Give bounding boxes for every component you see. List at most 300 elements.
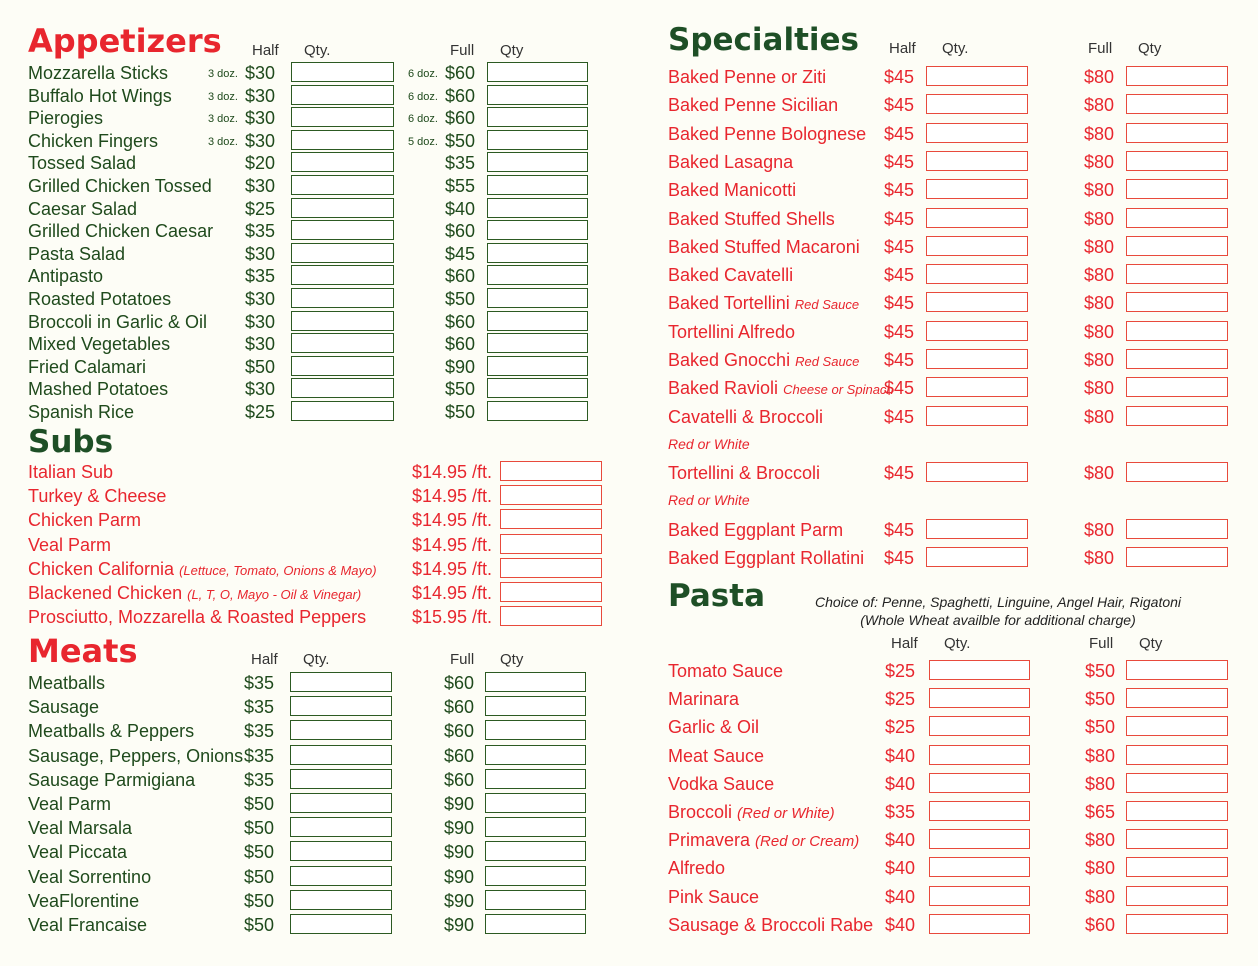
full-price: $60 <box>445 221 476 242</box>
item-name: Roasted Potatoes <box>28 289 172 309</box>
pasta-qty2-header: Qty <box>1139 635 1163 652</box>
item-name <box>668 152 793 173</box>
half-price: $30 <box>245 379 276 400</box>
half-qty-box[interactable] <box>929 660 1030 680</box>
item-name <box>28 510 141 531</box>
half-qty-box[interactable] <box>291 130 394 150</box>
meats-qty2-header: Qty <box>500 651 524 668</box>
half-qty-box[interactable] <box>290 793 392 813</box>
item-note: (L, T, O, Mayo - Oil & Vinegar) <box>187 587 362 602</box>
half-qty-box[interactable] <box>929 829 1030 849</box>
item-note: (Red or White) <box>737 805 835 822</box>
item-name: Veal Piccata <box>28 842 128 863</box>
half-qty-box[interactable] <box>926 462 1028 482</box>
item-name <box>668 746 764 767</box>
item-name <box>668 237 860 258</box>
menu-row <box>668 151 1248 175</box>
half-qty-box[interactable] <box>926 94 1028 114</box>
full-qty-box[interactable] <box>1126 264 1228 284</box>
item-name-text: Tortellini & Broccoli <box>668 463 821 484</box>
half-price: $50 <box>244 842 275 863</box>
item-name <box>668 661 783 682</box>
meats-full-header: Full <box>450 651 475 668</box>
half-price: $45 <box>884 67 915 87</box>
menu-row <box>28 672 608 696</box>
item-name: Tossed Salad <box>28 153 137 174</box>
menu-row <box>668 547 1248 571</box>
full-qty-box[interactable] <box>487 130 588 150</box>
menu-row <box>668 321 1248 345</box>
sub-price: $15.95 /ft. <box>412 607 493 628</box>
meats-half-header: Half <box>251 651 278 668</box>
menu-row <box>28 606 608 630</box>
item-subnote: Red or White <box>668 492 750 509</box>
half-qty-box[interactable] <box>926 349 1028 369</box>
half-qty-box[interactable] <box>290 817 392 837</box>
full-price: $55 <box>445 176 476 196</box>
half-qty-box[interactable] <box>926 179 1028 199</box>
menu-row <box>668 688 1248 712</box>
item-name <box>28 486 166 507</box>
item-name: Spanish Rice <box>28 402 135 422</box>
item-name-text: Baked Eggplant Rollatini <box>668 548 865 569</box>
full-qty-box[interactable] <box>487 333 588 353</box>
half-qty-box[interactable] <box>926 406 1028 426</box>
full-price: $80 <box>1084 180 1115 201</box>
full-qty-box[interactable] <box>485 793 586 813</box>
full-qty-box[interactable] <box>1126 94 1228 114</box>
half-qty-box[interactable] <box>929 914 1030 934</box>
full-price: $50 <box>1085 689 1116 710</box>
menu-row <box>28 485 608 509</box>
full-qty-box[interactable] <box>1126 716 1228 736</box>
menu-row <box>28 130 608 154</box>
item-name-text: Baked Penne Bolognese <box>668 123 867 144</box>
full-qty-box[interactable] <box>485 672 586 692</box>
item-name <box>668 915 873 936</box>
full-price: $60 <box>445 85 476 106</box>
menu-row <box>28 890 608 914</box>
menu-row <box>28 534 608 558</box>
meats-title: Meats <box>28 632 138 670</box>
appetizers-title: Appetizers <box>28 22 222 60</box>
menu-row <box>668 208 1248 232</box>
item-name-text: Baked Cavatelli <box>668 265 794 286</box>
half-qty-box[interactable] <box>929 716 1030 736</box>
half-qty-box[interactable] <box>290 914 392 934</box>
half-qty-box[interactable] <box>291 62 394 82</box>
full-qty-box[interactable] <box>1126 66 1228 86</box>
half-qty-box[interactable] <box>929 801 1030 821</box>
item-name <box>668 774 774 795</box>
full-qty-box[interactable] <box>1126 123 1228 143</box>
menu-row <box>28 793 608 817</box>
half-qty-box[interactable] <box>290 890 392 910</box>
qty-box[interactable] <box>500 558 602 578</box>
full-qty-box[interactable] <box>1126 151 1228 171</box>
half-qty-box[interactable] <box>290 841 392 861</box>
item-name <box>668 407 823 428</box>
item-name-text: Baked Eggplant Parm <box>668 519 844 540</box>
menu-row <box>668 292 1248 316</box>
sub-price: $14.95 /ft. <box>412 583 493 603</box>
item-name <box>668 520 843 541</box>
half-qty-box[interactable] <box>926 151 1028 171</box>
full-qty-box[interactable] <box>487 401 588 421</box>
menu-row <box>668 406 1248 430</box>
item-note: (Red or Cream) <box>755 833 860 851</box>
item-name-text: Meat Sauce <box>668 745 765 766</box>
full-qty-box[interactable] <box>487 311 588 331</box>
half-price: $50 <box>244 890 275 911</box>
full-qty-box[interactable] <box>485 720 586 740</box>
half-price: $25 <box>245 198 276 219</box>
menu-row <box>668 123 1248 147</box>
item-name <box>668 548 864 569</box>
menu-row <box>668 773 1248 797</box>
full-price: $80 <box>1084 95 1115 116</box>
item-name: Grilled Chicken Caesar <box>28 221 214 242</box>
item-name <box>668 265 793 286</box>
item-note: (Lettuce, Tomato, Onions & Mayo) <box>179 562 377 578</box>
menu-row <box>28 461 608 485</box>
full-qty-box[interactable] <box>487 85 588 105</box>
full-qty-box[interactable] <box>1126 462 1228 482</box>
half-price: $45 <box>884 321 915 342</box>
half-qty-box[interactable] <box>926 321 1028 341</box>
full-price: $80 <box>1085 773 1116 794</box>
half-qty-box[interactable] <box>290 720 392 740</box>
menu-row <box>28 817 608 841</box>
item-name: Meatballs & Peppers <box>28 721 195 742</box>
full-qty-box[interactable] <box>487 220 588 240</box>
half-price: $40 <box>885 745 916 766</box>
item-name-text: Baked Penne Sicilian <box>668 95 839 116</box>
half-quantity: 3 doz. <box>208 113 238 126</box>
full-qty-box[interactable] <box>1126 829 1228 849</box>
full-qty-box[interactable] <box>485 890 586 910</box>
full-price: $60 <box>445 108 476 129</box>
half-price: $45 <box>884 95 915 116</box>
sub-note-row <box>668 490 1248 514</box>
item-name-text: Baked Tortellini <box>668 293 790 314</box>
half-price: $45 <box>884 236 915 257</box>
half-price: $45 <box>884 519 915 540</box>
half-qty-box[interactable] <box>291 401 394 421</box>
item-name-text: Baked Stuffed Macaroni <box>668 236 860 257</box>
half-qty-box[interactable] <box>926 377 1028 397</box>
menu-row <box>668 462 1248 486</box>
item-name <box>668 180 796 201</box>
item-name <box>28 607 366 628</box>
half-qty-box[interactable] <box>291 107 394 127</box>
full-qty-box[interactable] <box>1126 547 1228 567</box>
menu-row <box>28 401 608 425</box>
full-price: $80 <box>1084 463 1115 484</box>
full-qty-box[interactable] <box>485 841 586 861</box>
menu-row <box>28 198 608 222</box>
half-qty-box[interactable] <box>290 769 392 789</box>
menu-row <box>28 914 608 938</box>
half-qty-box[interactable] <box>929 857 1030 877</box>
full-qty-box[interactable] <box>1126 236 1228 256</box>
full-qty-box[interactable] <box>1126 801 1228 821</box>
half-price: $30 <box>245 311 276 332</box>
menu-row <box>28 720 608 744</box>
half-qty-box[interactable] <box>291 85 394 105</box>
item-name-text: Baked Stuffed Shells <box>668 208 835 229</box>
full-qty-box[interactable] <box>487 107 588 127</box>
full-qty-box[interactable] <box>1126 660 1228 680</box>
sub-price: $14.95 /ft. <box>412 462 493 482</box>
qty-box[interactable] <box>500 509 602 529</box>
full-qty-box[interactable] <box>1126 745 1228 765</box>
half-qty-box[interactable] <box>929 886 1030 906</box>
full-price: $80 <box>1084 151 1115 172</box>
menu-row <box>28 558 608 582</box>
full-qty-box[interactable] <box>1126 406 1228 426</box>
full-price: $35 <box>445 153 476 174</box>
menu-row <box>668 801 1248 825</box>
item-name <box>28 535 111 556</box>
appetizers-half-header: Half <box>252 42 279 59</box>
full-qty-box[interactable] <box>485 866 586 886</box>
full-qty-box[interactable] <box>485 696 586 716</box>
full-price: $60 <box>444 769 475 790</box>
half-price: $30 <box>245 334 276 355</box>
full-qty-box[interactable] <box>487 198 588 218</box>
item-name: Pierogies <box>28 108 104 129</box>
full-price: $80 <box>1085 745 1116 766</box>
half-qty-box[interactable] <box>290 745 392 765</box>
menu-row <box>668 857 1248 881</box>
item-name <box>668 858 725 879</box>
half-qty-box[interactable] <box>926 123 1028 143</box>
half-qty-box[interactable] <box>291 198 394 218</box>
item-name: Sausage <box>28 697 100 718</box>
half-qty-box[interactable] <box>926 236 1028 256</box>
half-qty-box[interactable] <box>926 292 1028 312</box>
item-name <box>668 322 795 343</box>
full-qty-box[interactable] <box>487 62 588 82</box>
half-qty-box[interactable] <box>291 288 394 308</box>
half-price: $25 <box>245 402 276 422</box>
menu-row <box>668 377 1248 401</box>
menu-row <box>28 265 608 289</box>
full-qty-box[interactable] <box>487 378 588 398</box>
item-name <box>668 95 838 116</box>
full-price: $80 <box>1084 236 1115 257</box>
full-price: $90 <box>445 356 476 377</box>
full-qty-box[interactable] <box>487 175 588 195</box>
menu-row <box>668 745 1248 769</box>
full-qty-box[interactable] <box>1126 179 1228 199</box>
half-price: $30 <box>245 176 276 196</box>
item-note: Cheese or Spinach <box>783 382 894 398</box>
full-qty-box[interactable] <box>1126 857 1228 877</box>
item-name <box>668 293 859 314</box>
full-qty-box[interactable] <box>485 745 586 765</box>
half-qty-box[interactable] <box>291 175 394 195</box>
menu-row <box>668 179 1248 203</box>
half-qty-box[interactable] <box>926 264 1028 284</box>
full-qty-box[interactable] <box>1126 208 1228 228</box>
half-qty-box[interactable] <box>291 220 394 240</box>
item-name: Grilled Chicken Tossed <box>28 176 212 196</box>
half-price: $50 <box>244 915 275 935</box>
half-qty-box[interactable] <box>290 672 392 692</box>
item-name: Caesar Salad <box>28 198 138 219</box>
full-price: $80 <box>1084 350 1115 370</box>
full-qty-box[interactable] <box>487 356 588 376</box>
full-quantity: 6 doz. <box>408 90 438 103</box>
full-price: $80 <box>1085 886 1116 907</box>
item-name: Buffalo Hot Wings <box>28 85 172 106</box>
specialties-half-header: Half <box>889 40 916 57</box>
item-name: Pasta Salad <box>28 243 126 264</box>
full-price: $50 <box>1085 661 1116 681</box>
item-name: Sausage Parmigiana <box>28 769 196 790</box>
menu-row <box>28 769 608 793</box>
half-qty-box[interactable] <box>926 547 1028 567</box>
full-qty-box[interactable] <box>487 152 588 172</box>
item-name-text: Broccoli <box>668 802 733 822</box>
item-name: VeaFlorentine <box>28 890 140 911</box>
half-quantity: 3 doz. <box>208 135 238 148</box>
half-price: $45 <box>884 406 915 427</box>
full-qty-box[interactable] <box>1126 292 1228 312</box>
full-qty-box[interactable] <box>1126 886 1228 906</box>
item-name: Antipasto <box>28 266 104 287</box>
half-qty-box[interactable] <box>291 265 394 285</box>
item-name-text: Garlic & Oil <box>668 717 760 738</box>
half-qty-box[interactable] <box>291 243 394 263</box>
half-qty-box[interactable] <box>929 688 1030 708</box>
half-qty-box[interactable] <box>926 208 1028 228</box>
full-qty-box[interactable] <box>1126 519 1228 539</box>
full-qty-box[interactable] <box>1126 773 1228 793</box>
full-qty-box[interactable] <box>487 288 588 308</box>
half-price: $40 <box>885 773 916 794</box>
menu-row <box>668 94 1248 118</box>
half-price: $30 <box>245 85 276 106</box>
item-name-text: Italian Sub <box>28 462 114 482</box>
menu-row <box>28 841 608 865</box>
full-price: $50 <box>445 289 476 309</box>
qty-box[interactable] <box>500 582 602 602</box>
subs-title: Subs <box>28 424 114 460</box>
half-price: $45 <box>884 180 915 201</box>
menu-row <box>28 62 608 86</box>
pasta-qty-header: Qty. <box>944 635 971 652</box>
half-price: $45 <box>884 378 915 399</box>
item-name: Sausage, Peppers, Onions <box>28 745 244 766</box>
half-qty-box[interactable] <box>929 745 1030 765</box>
full-price: $60 <box>444 697 475 718</box>
half-price: $50 <box>244 818 275 839</box>
half-price: $30 <box>245 63 276 83</box>
half-price: $45 <box>884 123 915 144</box>
half-qty-box[interactable] <box>291 311 394 331</box>
full-price: $80 <box>1084 519 1115 540</box>
specialties-qty2-header: Qty <box>1138 40 1162 57</box>
specialties-title: Specialties <box>668 22 860 58</box>
full-price: $80 <box>1084 406 1115 427</box>
half-qty-box[interactable] <box>926 519 1028 539</box>
appetizers-qty2-header: Qty <box>500 42 524 59</box>
half-price: $45 <box>884 350 915 370</box>
half-price: $40 <box>885 830 916 851</box>
half-qty-box[interactable] <box>291 356 394 376</box>
item-name-text: Baked Ravioli <box>668 378 779 399</box>
menu-row <box>668 716 1248 740</box>
full-qty-box[interactable] <box>1126 377 1228 397</box>
half-qty-box[interactable] <box>290 866 392 886</box>
menu-row <box>668 349 1248 373</box>
full-qty-box[interactable] <box>487 243 588 263</box>
full-qty-box[interactable] <box>1126 688 1228 708</box>
half-price: $50 <box>245 356 276 377</box>
full-qty-box[interactable] <box>1126 321 1228 341</box>
full-qty-box[interactable] <box>487 265 588 285</box>
half-price: $40 <box>885 886 916 907</box>
full-price: $90 <box>444 890 475 911</box>
full-price: $80 <box>1084 208 1115 229</box>
qty-box[interactable] <box>500 606 602 626</box>
item-name-text: Prosciutto, Mozzarella & Roasted Peppers <box>28 607 367 628</box>
item-name: Veal Marsala <box>28 818 133 839</box>
full-price: $50 <box>445 402 476 422</box>
menu-row <box>28 220 608 244</box>
full-price: $50 <box>445 130 476 151</box>
item-name-text: Alfredo <box>668 858 726 879</box>
full-price: $90 <box>444 794 475 814</box>
item-name <box>28 559 377 580</box>
full-price: $50 <box>1085 717 1116 738</box>
full-price: $45 <box>445 243 476 264</box>
half-qty-box[interactable] <box>291 152 394 172</box>
half-qty-box[interactable] <box>291 378 394 398</box>
half-qty-box[interactable] <box>290 696 392 716</box>
full-qty-box[interactable] <box>485 769 586 789</box>
menu-row <box>668 519 1248 543</box>
full-price: $80 <box>1084 123 1115 144</box>
item-name: Veal Francaise <box>28 915 148 935</box>
item-name-text: Chicken Parm <box>28 510 142 531</box>
full-qty-box[interactable] <box>1126 349 1228 369</box>
sub-price: $14.95 /ft. <box>412 486 493 507</box>
pasta-choice-line2: (Whole Wheat availble for additional charge) <box>860 612 1136 628</box>
half-price: $40 <box>885 858 916 879</box>
item-name <box>668 124 866 145</box>
full-qty-box[interactable] <box>1126 914 1228 934</box>
full-qty-box[interactable] <box>485 914 586 934</box>
qty-box[interactable] <box>500 534 602 554</box>
qty-box[interactable] <box>500 485 602 505</box>
menu-row <box>668 66 1248 90</box>
full-qty-box[interactable] <box>485 817 586 837</box>
full-price: $60 <box>445 334 476 355</box>
half-qty-box[interactable] <box>291 333 394 353</box>
qty-box[interactable] <box>500 461 602 481</box>
menu-row <box>28 356 608 380</box>
item-note: Red Sauce <box>795 354 860 369</box>
half-qty-box[interactable] <box>929 773 1030 793</box>
item-name-text: Vodka Sauce <box>668 773 775 794</box>
item-name <box>28 583 361 604</box>
half-qty-box[interactable] <box>926 66 1028 86</box>
full-price: $80 <box>1084 321 1115 342</box>
